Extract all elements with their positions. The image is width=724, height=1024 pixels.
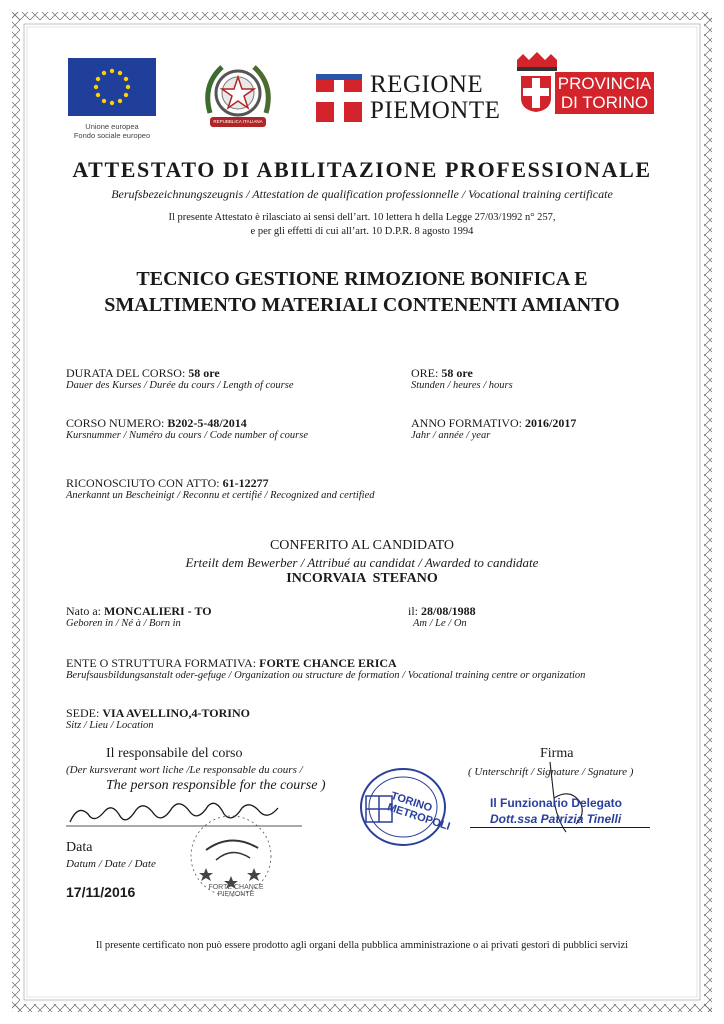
ente-value: FORTE CHANCE ERICA — [259, 656, 397, 670]
ente-label: ENTE O STRUTTURA FORMATIVA: — [66, 656, 257, 670]
firma-line — [470, 827, 650, 828]
eu-label-1: Unione europea — [85, 122, 139, 131]
anno-sub: Jahr / année / year — [411, 430, 491, 441]
emblem-ribbon: REPUBBLICA ITALIANA — [213, 119, 263, 124]
nato-field — [66, 604, 212, 619]
eu-logo — [68, 58, 158, 138]
nato-label: Nato a: — [66, 604, 101, 618]
provincia-torino-logo — [515, 50, 655, 116]
sede-label: SEDE: — [66, 706, 100, 720]
firma-title: Firma — [540, 746, 574, 761]
durata-value: 58 ore — [188, 366, 220, 380]
provincia-crown-icon — [515, 50, 559, 72]
corso-label: CORSO NUMERO: — [66, 416, 165, 430]
firma-sub: ( Unterschrift / Signature / Sgnature ) — [468, 766, 634, 778]
il-value: 28/08/1988 — [421, 604, 476, 618]
provincia-name-1: PROVINCIA — [557, 74, 652, 93]
eu-flag-icon — [68, 58, 156, 116]
ore-label: ORE: — [411, 366, 439, 380]
funzionario-line-1: Il Funzionario Delegato — [490, 796, 623, 810]
anno-label: ANNO FORMATIVO: — [411, 416, 523, 430]
ore-value: 58 ore — [441, 366, 473, 380]
corso-field — [66, 416, 247, 431]
nato-value: MONCALIERI - TO — [104, 604, 212, 618]
provincia-shield-icon — [519, 74, 553, 114]
ore-field — [411, 366, 473, 381]
data-sub: Datum / Date / Date — [66, 858, 156, 870]
regione-piemonte-logo — [314, 71, 501, 124]
course-title-1: TECNICO GESTIONE RIMOZIONE BONIFICA E — [136, 268, 588, 290]
anno-field — [411, 416, 576, 431]
anno-value: 2016/2017 — [525, 416, 577, 430]
data-value: 17/11/2016 — [66, 884, 136, 900]
sede-value: VIA AVELLINO,4-TORINO — [102, 706, 250, 720]
regione-name-1: REGIONE — [370, 71, 484, 98]
ente-field — [66, 656, 397, 671]
candidate-sub: Erteilt dem Bewerber / Attribué au candidat / Awarded to candidate — [185, 555, 539, 570]
italian-emblem — [200, 55, 276, 139]
certificate-subtitle: Berufsbezeichnungszeugnis / Attestation de qualification professionnelle / Vocational training certificate — [111, 187, 613, 201]
footer-note: Il presente certificato non può essere prodotto agli organi della pubblica amministrazione o ai privati gestori di pubblici servizi — [95, 940, 629, 951]
ente-sub: Berufsausbildungsanstalt oder-gefuge / Organization ou structure de formation / Vocational training centre or organization — [66, 670, 586, 681]
seal-text: FORTE CHANCE PIEMONTE — [208, 884, 264, 898]
course-title-2: SMALTIMENTO MATERIALI CONTENENTI AMIANTO — [104, 294, 620, 316]
regione-shield-icon — [314, 72, 364, 124]
funzionario-line-2: Dott.ssa Patrizia Tinelli — [490, 812, 622, 826]
candidate-label: CONFERITO AL CANDIDATO — [269, 538, 455, 553]
il-field — [408, 604, 476, 619]
durata-field — [66, 366, 220, 381]
durata-label: DURATA DEL CORSO: — [66, 366, 186, 380]
regione-name-2: PIEMONTE — [370, 97, 501, 124]
candidate-name: INCORVAIA STEFANO — [286, 571, 438, 586]
emblem-icon — [200, 55, 276, 139]
nato-sub: Geboren in / Né à / Born in — [66, 618, 181, 629]
ore-sub: Stunden / heures / hours — [411, 380, 513, 391]
riconosciuto-value: 61-12277 — [222, 476, 269, 490]
legal-reference-1: Il presente Attestato è rilasciato ai sensi dell’art. 10 lettera h della Legge 27/03/1992 n° 257, — [168, 212, 556, 223]
responsabile-sub-2: The person responsible for the course ) — [106, 778, 326, 793]
responsabile-title: Il responsabile del corso — [106, 746, 243, 761]
sede-sub: Sitz / Lieu / Location — [66, 720, 154, 731]
corso-sub: Kursnummer / Numéro du cours / Code number of course — [66, 430, 308, 441]
riconosciuto-sub: Anerkannt un Bescheinigt / Reconnu et certifié / Recognized and certified — [66, 490, 375, 501]
riconosciuto-field — [66, 476, 269, 491]
certificate-title: ATTESTATO DI ABILITAZIONE PROFESSIONALE — [72, 157, 652, 182]
data-label: Data — [66, 840, 93, 855]
riconosciuto-label: RICONOSCIUTO CON ATTO: — [66, 476, 220, 490]
responsabile-sub-1: (Der kursverant wort liche /Le responsable du cours / — [66, 764, 303, 776]
durata-sub: Dauer des Kurses / Durée du cours / Length of course — [66, 380, 294, 391]
provincia-name-2: DI TORINO — [560, 93, 649, 112]
il-label: il: — [408, 604, 419, 618]
corso-value: B202-5-48/2014 — [167, 416, 247, 430]
il-sub: Am / Le / On — [413, 618, 467, 629]
stamp-text: TORINO METROPOLI — [385, 789, 452, 833]
legal-reference-2: e per gli effetti di cui all’art. 10 D.P.R. 8 agosto 1994 — [250, 226, 474, 237]
sede-field — [66, 706, 250, 721]
eu-label-2: Fondo sociale europeo — [73, 131, 151, 140]
